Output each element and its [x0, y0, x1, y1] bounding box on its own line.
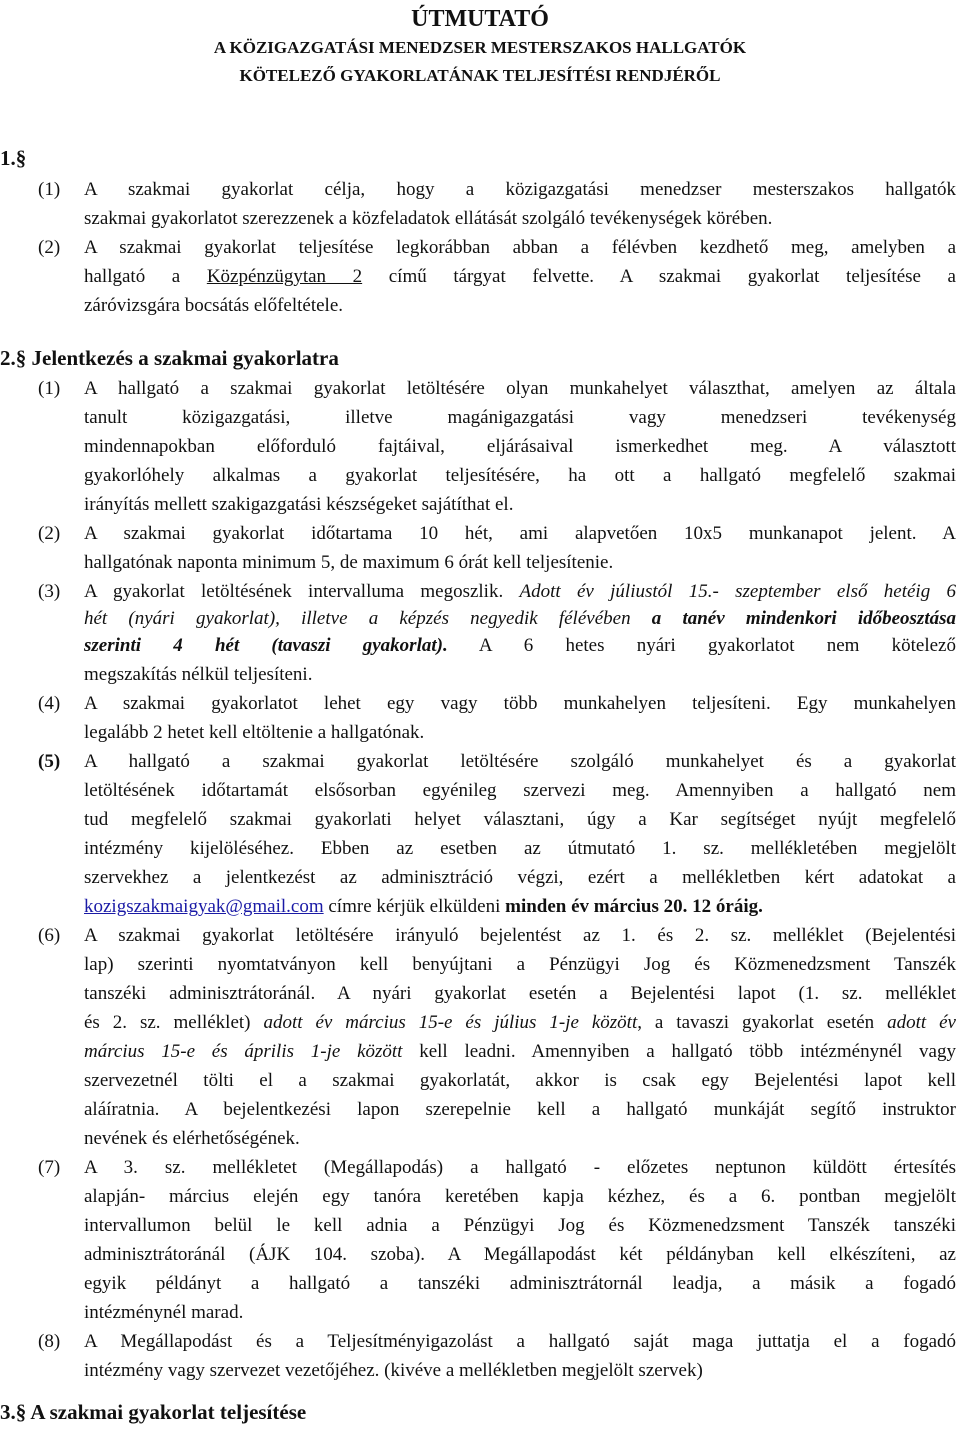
s2-p2-line1: A szakmai gyakorlat időtartama 10 hét, ami alapvetően 10x5 munkanapot jelent. A — [84, 523, 956, 544]
s2-p3-line4: megszakítás nélkül teljesíteni. — [84, 664, 313, 685]
document-subtitle-line2: KÖTELEZŐ GYAKORLATÁNAK TELJESÍTÉSI RENDJÉRŐL — [239, 66, 721, 85]
s2-p6-line5: március 15-e és április 1-je között kell leadni. Amennyiben a hallgató több intézménynél vagy — [84, 1041, 956, 1062]
s2-p7-line6: intézménynél marad. — [84, 1302, 244, 1323]
s1-p1-line1: A szakmai gyakorlat célja, hogy a közigazgatási menedzser mesterszakos hallgatók — [84, 179, 956, 200]
s2-p8-line1: A Megállapodást és a Teljesítményigazolást a hallgató saját maga juttatja el a fogadó — [84, 1331, 956, 1352]
s2-p3-line3: szerinti 4 hét (tavaszi gyakorlat). A 6 hetes nyári gyakorlatot nem kötelező — [84, 635, 956, 656]
s2-p2-line2: hallgatónak naponta minimum 5, de maximum 6 órát kell teljesítenie. — [84, 552, 614, 573]
s1-p1-number: (1) — [38, 179, 61, 200]
s2-p6-line8: nevének és elérhetőségének. — [84, 1128, 300, 1149]
section-2-heading: 2.§ Jelentkezés a szakmai gyakorlatra — [0, 346, 339, 370]
s2-p3-line1: A gyakorlat letöltésének intervalluma megoszlik. Adott év júliustól 15.- szeptember első hetéig 6 — [84, 581, 956, 602]
s1-p2-number: (2) — [38, 237, 61, 258]
section-3-heading: 3.§ A szakmai gyakorlat teljesítése — [0, 1400, 307, 1424]
s2-p6-line1: A szakmai gyakorlat letöltésére irányuló bejelentést az 1. és 2. sz. melléklet (Bejelentési — [84, 925, 956, 946]
document-title: ÚTMUTATÓ — [411, 6, 549, 32]
s2-p6-line4: és 2. sz. melléklet) adott év március 15-e és július 1-je között, a tavaszi gyakorlat esetén adott év — [84, 1012, 956, 1033]
course-name: Közpénzügytan 2 — [206, 266, 363, 287]
s2-p4-line1: A szakmai gyakorlatot lehet egy vagy több munkahelyen teljesíteni. Egy munkahelyen — [84, 693, 956, 714]
s2-p7-line1: A 3. sz. mellékletet (Megállapodás) a hallgató - előzetes neptunon küldött értesítés — [84, 1157, 956, 1178]
s2-p5-line4: intézmény kijelöléséhez. Ebben az esetben az útmutató 1. sz. mellékletében megjelölt — [84, 838, 956, 859]
s2-p7-line2: alapján- március elején egy tanóra keretében kapja kézhez, és a 6. pontban megjelölt — [84, 1186, 956, 1207]
s2-p1-number: (1) — [38, 378, 61, 399]
s2-p5-line6: kozigszakmaigyak@gmail.com címre kérjük elküldeni minden év március 20. 12 óráig. — [84, 896, 763, 917]
s2-p3-line2: hét (nyári gyakorlat), illetve a képzés negyedik félévében a tanév mindenkori időbeosztása — [84, 608, 956, 629]
s1-p2-line3: záróvizsgára bocsátás előfeltétele. — [84, 295, 343, 316]
s2-p1-line5: irányítás mellett szakigazgatási készségeket sajátíthat el. — [84, 494, 514, 515]
s2-p6-line2: lap) szerinti nyomtatványon kell benyújtani a Pénzügyi Jog és Közmenedzsment Tanszék — [84, 954, 956, 975]
s2-p5-number: (5) — [38, 751, 61, 772]
s2-p5-line1: A hallgató a szakmai gyakorlat letöltésére szolgáló munkahelyet és a gyakorlat — [84, 751, 956, 772]
section-1-heading: 1.§ — [0, 146, 27, 170]
s1-p2-line2: hallgató a Közpénzügytan 2 című tárgyat felvette. A szakmai gyakorlat teljesítése a — [84, 266, 956, 287]
s2-p5-line3: tud megfelelő szakmai gyakorlati helyet választani, úgy a Kar segítséget nyújt megfelelő — [84, 809, 956, 830]
document-subtitle-line1: A KÖZIGAZGATÁSI MENEDZSER MESTERSZAKOS HALLGATÓK — [213, 38, 747, 57]
s2-p7-line5: egyik példányt a hallgató a tanszéki adminisztrátornál leadja, a másik a fogadó — [84, 1273, 956, 1294]
s2-p1-line3: mindennapokban előforduló fajtáival, eljárásaival ismerkedhet meg. A választott — [84, 436, 956, 457]
s2-p6-line6: szervezetnél tölti el a szakmai gyakorlatát, akkor is csak egy Bejelentési lapot kell — [84, 1070, 956, 1091]
s1-p2-line1: A szakmai gyakorlat teljesítése legkorábban abban a félévben kezdhető meg, amelyben a — [84, 237, 956, 258]
s2-p6-line7: aláíratnia. A bejelentkezési lapon szerepelnie kell a hallgató munkáját segítő instruktor — [84, 1099, 956, 1120]
s2-p5-line2: letöltésének időtartamát elsősorban egyénileg szervezi meg. Amennyiben a hallgató nem — [84, 780, 956, 801]
s2-p1-line4: gyakorlóhely alkalmas a gyakorlat teljesítésére, ha ott a hallgató megfelelő szakmai — [84, 465, 956, 486]
s2-p4-line2: legalább 2 hetet kell eltöltenie a hallgatónak. — [84, 722, 425, 743]
s2-p8-line2: intézmény vagy szervezet vezetőjéhez. (kivéve a mellékletben megjelölt szervek) — [84, 1360, 703, 1381]
s2-p8-number: (8) — [38, 1331, 61, 1352]
s2-p7-line3: intervallumon belül le kell adnia a Pénzügyi Jog és Közmenedzsment Tanszék tanszéki — [84, 1215, 956, 1236]
s1-p1-line2: szakmai gyakorlatot szerezzenek a közfeladatok ellátását szolgáló tevékenységek körében. — [84, 208, 773, 229]
s2-p2-number: (2) — [38, 523, 61, 544]
s2-p3-number: (3) — [38, 581, 61, 602]
s2-p5-line5: szervekhez a jelentkezést az adminisztráció végzi, ezért a mellékletben kért adatokat a — [84, 867, 956, 888]
s2-p7-number: (7) — [38, 1157, 61, 1178]
s2-p1-line1: A hallgató a szakmai gyakorlat letöltésére olyan munkahelyet választhat, amelyen az általa — [84, 378, 956, 399]
s2-p6-number: (6) — [38, 925, 61, 946]
s2-p6-line3: tanszéki adminisztrátoránál. A nyári gyakorlat esetén a Bejelentési lapot (1. sz. melléklet — [84, 983, 956, 1004]
email-link[interactable]: kozigszakmaigyak@gmail.com — [84, 896, 324, 917]
s2-p7-line4: adminisztrátoránál (ÁJK 104. szoba). A Megállapodást két példányban kell elkészíteni, az — [84, 1244, 956, 1265]
s2-p4-number: (4) — [38, 693, 61, 714]
s2-p1-line2: tanult közigazgatási, illetve magánigazgatási vagy menedzseri tevékenység — [84, 407, 956, 428]
